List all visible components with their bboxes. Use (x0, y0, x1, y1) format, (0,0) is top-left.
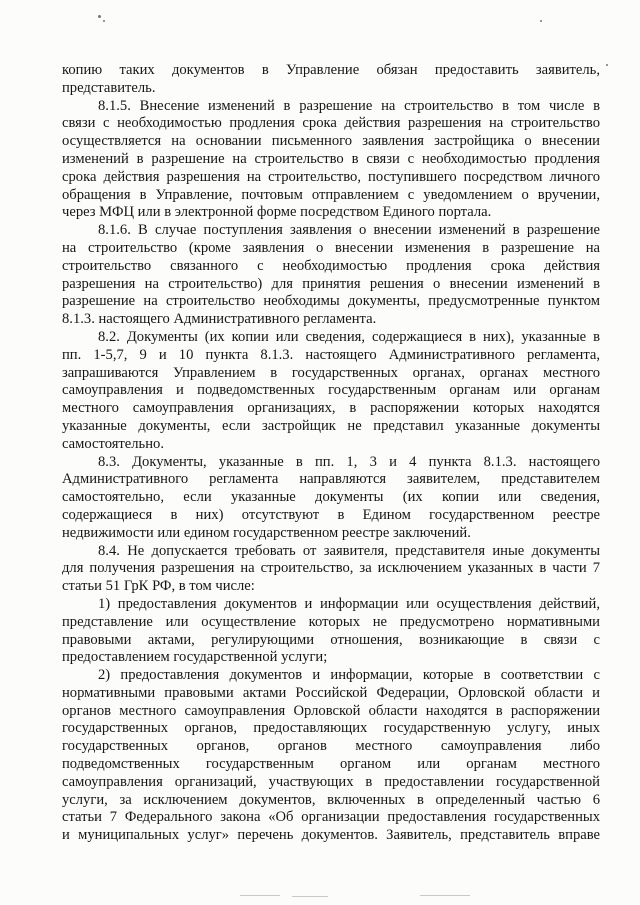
text-line: 8.2. Документы (их копии или сведения, содержащиеся в них), указанные в (98, 328, 600, 345)
paragraph-continuation (62, 62, 600, 98)
text-line: разрешения на строительство) для принятия решения о внесении изменений в (62, 275, 600, 292)
scan-speck (540, 20, 542, 22)
text-line: строительство связанного с необходимостью продления срока действия (62, 257, 600, 274)
text-line: 8.4. Не допускается требовать от заявителя, представителя иные документы (98, 542, 600, 559)
text-line: срока действия разрешения на строительство, поступившего посредством личного (62, 168, 600, 185)
text-line: изменений в разрешение на строительство в связи с необходимостью продления (62, 150, 600, 167)
scan-speck (103, 20, 105, 22)
text-line: 8.3. Документы, указанные в пп. 1, 3 и 4 пункта 8.1.3. настоящего (98, 453, 600, 470)
text-line: 2) предоставления документов и информации, которые в соответствии с (98, 667, 600, 684)
text-line: копию таких документов в Управление обязан предоставить заявитель, (62, 62, 600, 78)
list-item-1 (62, 596, 600, 667)
scan-dash (420, 895, 470, 896)
text-line: для получения разрешения на строительство, за исключением указанных в части 7 (62, 560, 600, 577)
scan-dash (240, 895, 280, 896)
text-line: обращения в Управление, почтовым отправлением с уведомлением о вручении, (62, 186, 600, 203)
text-line: самоуправления и подведомственных государственным органам или органам (62, 382, 600, 399)
text-line: нормативными правовыми актами Российской Федерации, Орловской области и (62, 684, 600, 701)
text-line: самостоятельно. (62, 435, 164, 452)
text-line: указанные документы, если застройщик не представил указанные документы (62, 417, 600, 434)
text-line: предоставлением государственной услуги; (62, 649, 328, 666)
text-line: осуществляется на основании письменного заявления застройщика о внесении (62, 133, 600, 150)
text-line: Административного регламента направляются заявителем, представителем (62, 471, 600, 488)
text-line: на строительство (кроме заявления о внесении изменения в разрешение на (62, 239, 600, 256)
text-line: недвижимости или едином государственном реестре заключений. (62, 524, 471, 541)
scan-speck (98, 15, 101, 18)
text-line: и муниципальных услуг» перечень документов. Заявитель, представитель вправе (62, 827, 600, 844)
text-line: содержащиеся в них) отсутствуют в Едином государственном реестре (62, 506, 600, 523)
text-line: 8.1.6. В случае поступления заявления о внесении изменений в разрешение (98, 222, 600, 239)
text-line: пп. 1-5,7, 9 и 10 пункта 8.1.3. настоящего Административного регламента, (62, 346, 600, 363)
text-line: 8.1.5. Внесение изменений в разрешение на строительство в том числе в (98, 97, 600, 114)
text-line: представитель. (62, 79, 156, 96)
paragraph-8-1-6 (62, 222, 600, 329)
text-line: подведомственных государственным органом или органам местного (62, 756, 600, 773)
text-line: представление или осуществление которых не предусмотрено нормативными (62, 613, 600, 630)
text-line: разрешение на строительство необходимы документы, предусмотренные пунктом (62, 293, 600, 310)
text-line: правовыми актами, регулирующими отношения, возникающие в связи с (62, 631, 600, 648)
text-line: услуги, за исключением документов, включенных в определенный частью 6 (62, 791, 600, 808)
text-line: государственных органов, предоставляющих государственную услугу, иных (62, 720, 600, 737)
scan-dash (292, 896, 328, 897)
document-body (62, 62, 600, 845)
paragraph-8-2 (62, 329, 600, 454)
text-line: государственных органов, органов местного самоуправления либо (62, 738, 600, 755)
text-line: органов местного самоуправления Орловской области находятся в распоряжении (62, 702, 600, 719)
text-line: самостоятельно, если указанные документы (их копии или сведения, (62, 489, 600, 506)
text-line: через МФЦ или в электронной форме посредством Единого портала. (62, 204, 492, 221)
text-line: 1) предоставления документов и информации или осуществления действий, (98, 595, 600, 612)
text-line: связи с необходимостью продления срока действия разрешения на строительство (62, 115, 600, 132)
scan-speck (606, 64, 608, 66)
paragraph-8-4 (62, 543, 600, 596)
text-line: статьи 51 ГрК РФ, в том числе: (62, 578, 255, 595)
text-line: запрашиваются Управлением в государственных органах, органах местного (62, 364, 600, 381)
text-line: самоуправления организаций, участвующих в предоставлении государственной (62, 773, 600, 790)
text-line: статьи 7 Федерального закона «Об организации предоставления государственных (62, 809, 600, 826)
text-line: 8.1.3. настоящего Административного регламента. (62, 311, 377, 328)
paragraph-8-3 (62, 454, 600, 543)
list-item-2 (62, 667, 600, 845)
text-line: местного самоуправления организациях, в распоряжении которых находятся (62, 400, 600, 417)
paragraph-8-1-5 (62, 98, 600, 223)
